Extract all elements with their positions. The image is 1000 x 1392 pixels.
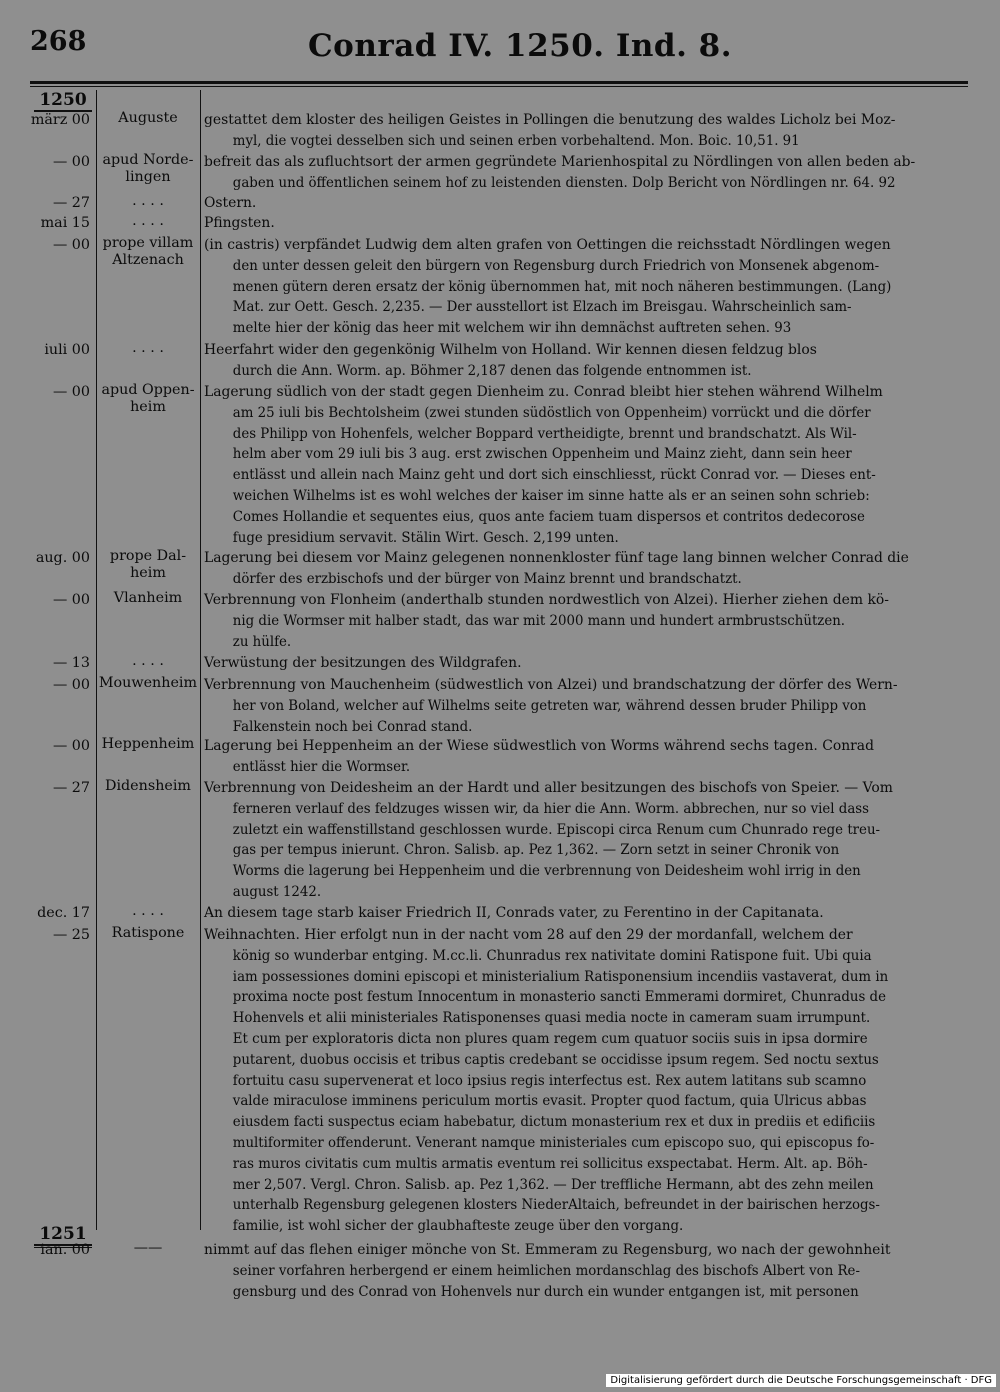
entry-place: —— <box>133 1240 163 1256</box>
entry-text-line: eiusdem facti suspectus eciam habebatur, dictum monasterium rex et dux in prediis et edificiis <box>232 1114 876 1131</box>
header-rule-thin <box>30 86 968 87</box>
entry-text-line: unterhalb Regensburg gelegenen klosters NiederAltaich, befreundet in der bairischen herzogs- <box>232 1197 880 1214</box>
entry-text-line: iam possessiones domini episcopi et ministerialium Ratisponensium incendiis vastaverat, dum in <box>232 968 889 985</box>
entry-date: — 00 <box>52 677 90 693</box>
entry-place: Mouwenheim <box>98 675 198 691</box>
entry-text <box>204 382 962 548</box>
entry-text-line: proxima nocte post festum Innocentum in monasterio sancti Emmerami dormiret, Chunradus de <box>232 989 886 1006</box>
entry-text-line: seiner vorfahren herbergend er einem heimlichen mordanschlag des bischofs Albert von Re- <box>232 1262 860 1279</box>
entry-text-line: helm aber vom 29 iuli bis 3 aug. erst zwischen Oppenheim und Mainz zieht, dann sein heer <box>232 446 852 463</box>
entry-text-line: Pfingsten. <box>204 215 275 231</box>
entry-place: . . . . <box>132 213 164 229</box>
entry-date: dec. 17 <box>37 905 90 921</box>
entry-text-line: melte hier der könig das heer mit welchem wir ihn demnächst auftreten sehen. 93 <box>232 320 792 337</box>
entry-text-line: durch die Ann. Worm. ap. Böhmer 2,187 denen das folgende entnommen ist. <box>232 362 752 379</box>
entry-text-line: zuletzt ein waffenstillstand geschlossen wurde. Episcopi circa Renum cum Chunrado rege treu- <box>232 821 881 838</box>
entry-text-line: multiformiter offenderunt. Venerant namque ministeriales cum episcopo suo, qui episcopus fo- <box>232 1134 875 1151</box>
entry-text-line: valde miraculose imminens periculum mortis evasit. Propter quod factum, quia Ulricus abbas <box>232 1093 867 1110</box>
entry-text-line: august 1242. <box>232 883 322 900</box>
entry-text-line: putarent, duobus occisis et tribus captis credebant se occidisse ipsum regem. Sed noctu sextus <box>232 1051 879 1068</box>
entry-text-line: myl, die vogtei desselben sich und seinen erben vorbehaltend. Mon. Boic. 10,51. 91 <box>232 132 800 149</box>
entry-text <box>204 235 962 339</box>
entry-date: — 13 <box>52 655 90 671</box>
entry-text-line: Heerfahrt wider den gegenkönig Wilhelm von Holland. Wir kennen diesen feldzug blos <box>204 342 817 358</box>
entry-text-line: Verwüstung der besitzungen des Wildgrafen. <box>204 655 522 671</box>
entry-text-line: familie, ist wohl sicher der glaubhafteste zeuge über den vorgang. <box>232 1218 684 1235</box>
entry-text <box>204 152 962 194</box>
entry-text-line: könig so wunderbar entging. M.cc.li. Chunradus rex nativitate domini Ratispone fuit. Ubi quia <box>232 947 872 964</box>
entry-place: apud Norde-lingen <box>102 152 194 185</box>
page-header <box>0 0 1000 80</box>
entry-date: aug. 00 <box>35 550 90 566</box>
entry-place: Auguste <box>118 110 178 126</box>
entry-text-line: mer 2,507. Vergl. Chron. Salisb. ap. Pez 1,362. — Der treffliche Hermann, abt des zehn meilen <box>232 1176 874 1193</box>
entry-text <box>204 548 962 590</box>
entry-text-line: Hohenvels et alii ministeriales Ratisponenses quasi media nocte in cameram suam irrumpunt. <box>232 1010 871 1027</box>
entry-text-line: Worms die lagerung bei Heppenheim und die verbrennung von Deidesheim wohl irrig in den <box>232 863 861 880</box>
entry-text <box>204 778 962 903</box>
entry-text-line: Verbrennung von Mauchenheim (südwestlich von Alzei) und brandschatzung der dörfer des Wern- <box>204 677 898 693</box>
entry-place: . . . . <box>132 653 164 669</box>
entry-date: — 00 <box>52 237 90 253</box>
entry-place: Vlanheim <box>113 590 183 606</box>
entry-text-line: Falkenstein noch bei Conrad stand. <box>232 718 473 735</box>
entry-text-line: Verbrennung von Flonheim (anderthalb stunden nordwestlich von Alzei). Hierher ziehen dem kö- <box>204 592 889 608</box>
header-rule-thick <box>30 81 968 84</box>
entry-place: Heppenheim <box>101 736 195 752</box>
entry-text <box>204 213 962 234</box>
entry-place: prope Dal-heim <box>109 548 187 581</box>
entry-text-line: her von Boland, welcher auf Wilhelms seite getreten war, während dessen bruder Philipp von <box>232 697 867 714</box>
entry-text-line: entlässt hier die Wormser. <box>232 758 411 775</box>
entry-place: apud Oppen-heim <box>101 382 195 415</box>
column-divider-date <box>96 90 97 1230</box>
page-title: Conrad IV. 1250. Ind. 8. <box>308 28 733 64</box>
entry-text-line: des Philipp von Hohenfels, welcher Boppard vertheidigte, brennt und brandschatzt. Als Wil- <box>232 425 857 442</box>
column-divider-place <box>200 90 201 1230</box>
footer-credit: Digitalisierung gefördert durch die Deutsche Forschungsgemeinschaft · DFG <box>606 1374 996 1387</box>
entry-text-line: Verbrennung von Deidesheim an der Hardt und aller besitzungen des bischofs von Speier. — Vom <box>204 780 893 796</box>
entry-text-line: menen gütern deren ersatz der könig übernommen hat, mit noch näheren bestimmungen. (Lang) <box>232 278 892 295</box>
entry-text-line: gas per tempus inierunt. Chron. Salisb. ap. Pez 1,362. — Zorn setzt in seiner Chronik von <box>232 842 840 859</box>
entry-text-line: gensburg und des Conrad von Hohenvels nur durch ein wunder entgangen ist, mit personen <box>232 1283 859 1300</box>
entry-place: . . . . <box>132 903 164 919</box>
entry-text-line: Lagerung bei diesem vor Mainz gelegenen nonnenkloster fünf tage lang binnen welcher Conrad die <box>204 550 909 566</box>
entry-date: ian. 00 <box>40 1242 90 1258</box>
entry-text-line: ras muros civitatis cum multis armatis eventum rei sollicitus exspectabat. Herm. Alt. ap. Böh- <box>232 1155 868 1172</box>
entry-text <box>204 675 962 737</box>
entry-text-line: Lagerung bei Heppenheim an der Wiese südwestlich von Worms während sechs tagen. Conrad <box>204 738 874 754</box>
entry-text-line: fuge presidium servavit. Stälin Wirt. Gesch. 2,199 unten. <box>232 529 619 546</box>
entry-date: — 00 <box>52 384 90 400</box>
entry-place: Didensheim <box>105 778 191 794</box>
entry-date: — 00 <box>52 154 90 170</box>
entry-text-line: entlässt und allein nach Mainz geht und dort sich einschliesst, rückt Conrad vor. — Dieses ent- <box>232 467 876 484</box>
entry-text-line: Lagerung südlich von der stadt gegen Dienheim zu. Conrad bleibt hier stehen während Wilhelm <box>204 384 883 400</box>
entry-text <box>204 653 962 674</box>
entry-text <box>204 110 962 152</box>
entry-date: mai 15 <box>40 215 90 231</box>
entry-text-line: nig die Wormser mit halber stadt, das war mit 2000 mann und hundert armbrustschützen. <box>232 612 846 629</box>
entry-date: iuli 00 <box>44 342 90 358</box>
entry-text-line: am 25 iuli bis Bechtolsheim (zwei stunden südöstlich von Oppenheim) vorrückt und die dörfer <box>232 404 871 421</box>
entry-date: — 00 <box>52 592 90 608</box>
entry-text-line: weichen Wilhelms ist es wohl welches der kaiser im sinne hatte als er an seinen sohn schrieb: <box>232 487 870 504</box>
entry-text-line: ferneren verlauf des feldzuges wissen wir, da hier die Ann. Worm. abbrechen, nur so viel dass <box>232 800 869 817</box>
entry-text-line: Comes Hollandie et sequentes eius, quos ante faciem tuam dispersos et contritos dedecorose <box>232 508 865 525</box>
entry-text-line: Mat. zur Oett. Gesch. 2,235. — Der ausstellort ist Elzach im Breisgau. Wahrscheinlich sam- <box>232 299 852 316</box>
entry-text <box>204 340 962 382</box>
entry-text-line: Et cum per exploratoris dicta non plures quam regem cum quatuor sociis suis in ipsa dormire <box>232 1030 868 1047</box>
year-heading-1250: 1250 <box>34 90 92 112</box>
entry-text <box>204 193 962 214</box>
entry-date: — 25 <box>52 927 90 943</box>
entry-date: — 27 <box>52 780 90 796</box>
entry-text-line: An diesem tage starb kaiser Friedrich II, Conrads vater, zu Ferentino in der Capitanata. <box>204 905 824 921</box>
entry-text <box>204 925 962 1237</box>
entry-date: märz 00 <box>30 112 90 128</box>
entry-text <box>204 736 962 778</box>
entry-text-line: nimmt auf das flehen einiger mönche von St. Emmeram zu Regensburg, wo nach der gewohnheit <box>204 1242 891 1258</box>
entry-text <box>204 903 962 924</box>
entry-text-line: Weihnachten. Hier erfolgt nun in der nacht vom 28 auf den 29 der mordanfall, welchem der <box>204 927 853 943</box>
entry-text-line: (in castris) verpfändet Ludwig dem alten grafen von Oettingen die reichsstadt Nördlingen wegen <box>204 237 891 253</box>
entry-place: prope villam Altzenach <box>102 235 194 268</box>
entry-date: — 27 <box>52 195 90 211</box>
entry-text <box>204 590 962 652</box>
entry-text-line: befreit das als zufluchtsort der armen gegründete Marienhospital zu Nördlingen von allen beden ab- <box>204 154 916 170</box>
entry-text-line: gaben und öffentlichen seinem hof zu leistenden diensten. Dolp Bericht von Nördlingen nr. 64. 92 <box>232 174 896 191</box>
entry-text-line: den unter dessen geleit den bürgern von Regensburg durch Friedrich von Monsenek abgenom- <box>232 257 880 274</box>
entry-place: Ratispone <box>111 925 185 941</box>
page-number: 268 <box>30 26 87 57</box>
entry-place: . . . . <box>132 193 164 209</box>
entry-text-line: dörfer des erzbischofs und der bürger von Mainz brennt und brandschatzt. <box>232 570 742 587</box>
entry-place: . . . . <box>132 340 164 356</box>
entry-text <box>204 1240 962 1302</box>
year-heading-1251: 1251 <box>34 1224 92 1246</box>
entry-text-line: zu hülfe. <box>232 633 292 650</box>
entry-date: — 00 <box>52 738 90 754</box>
entry-text-line: fortuitu casu supervenerat et loco ipsius regis interfectus est. Rex autem latitans sub scamno <box>232 1072 867 1089</box>
entry-text-line: Ostern. <box>204 195 257 211</box>
entry-text-line: gestattet dem kloster des heiligen Geistes in Pollingen die benutzung des waldes Licholz bei Moz- <box>204 112 896 128</box>
